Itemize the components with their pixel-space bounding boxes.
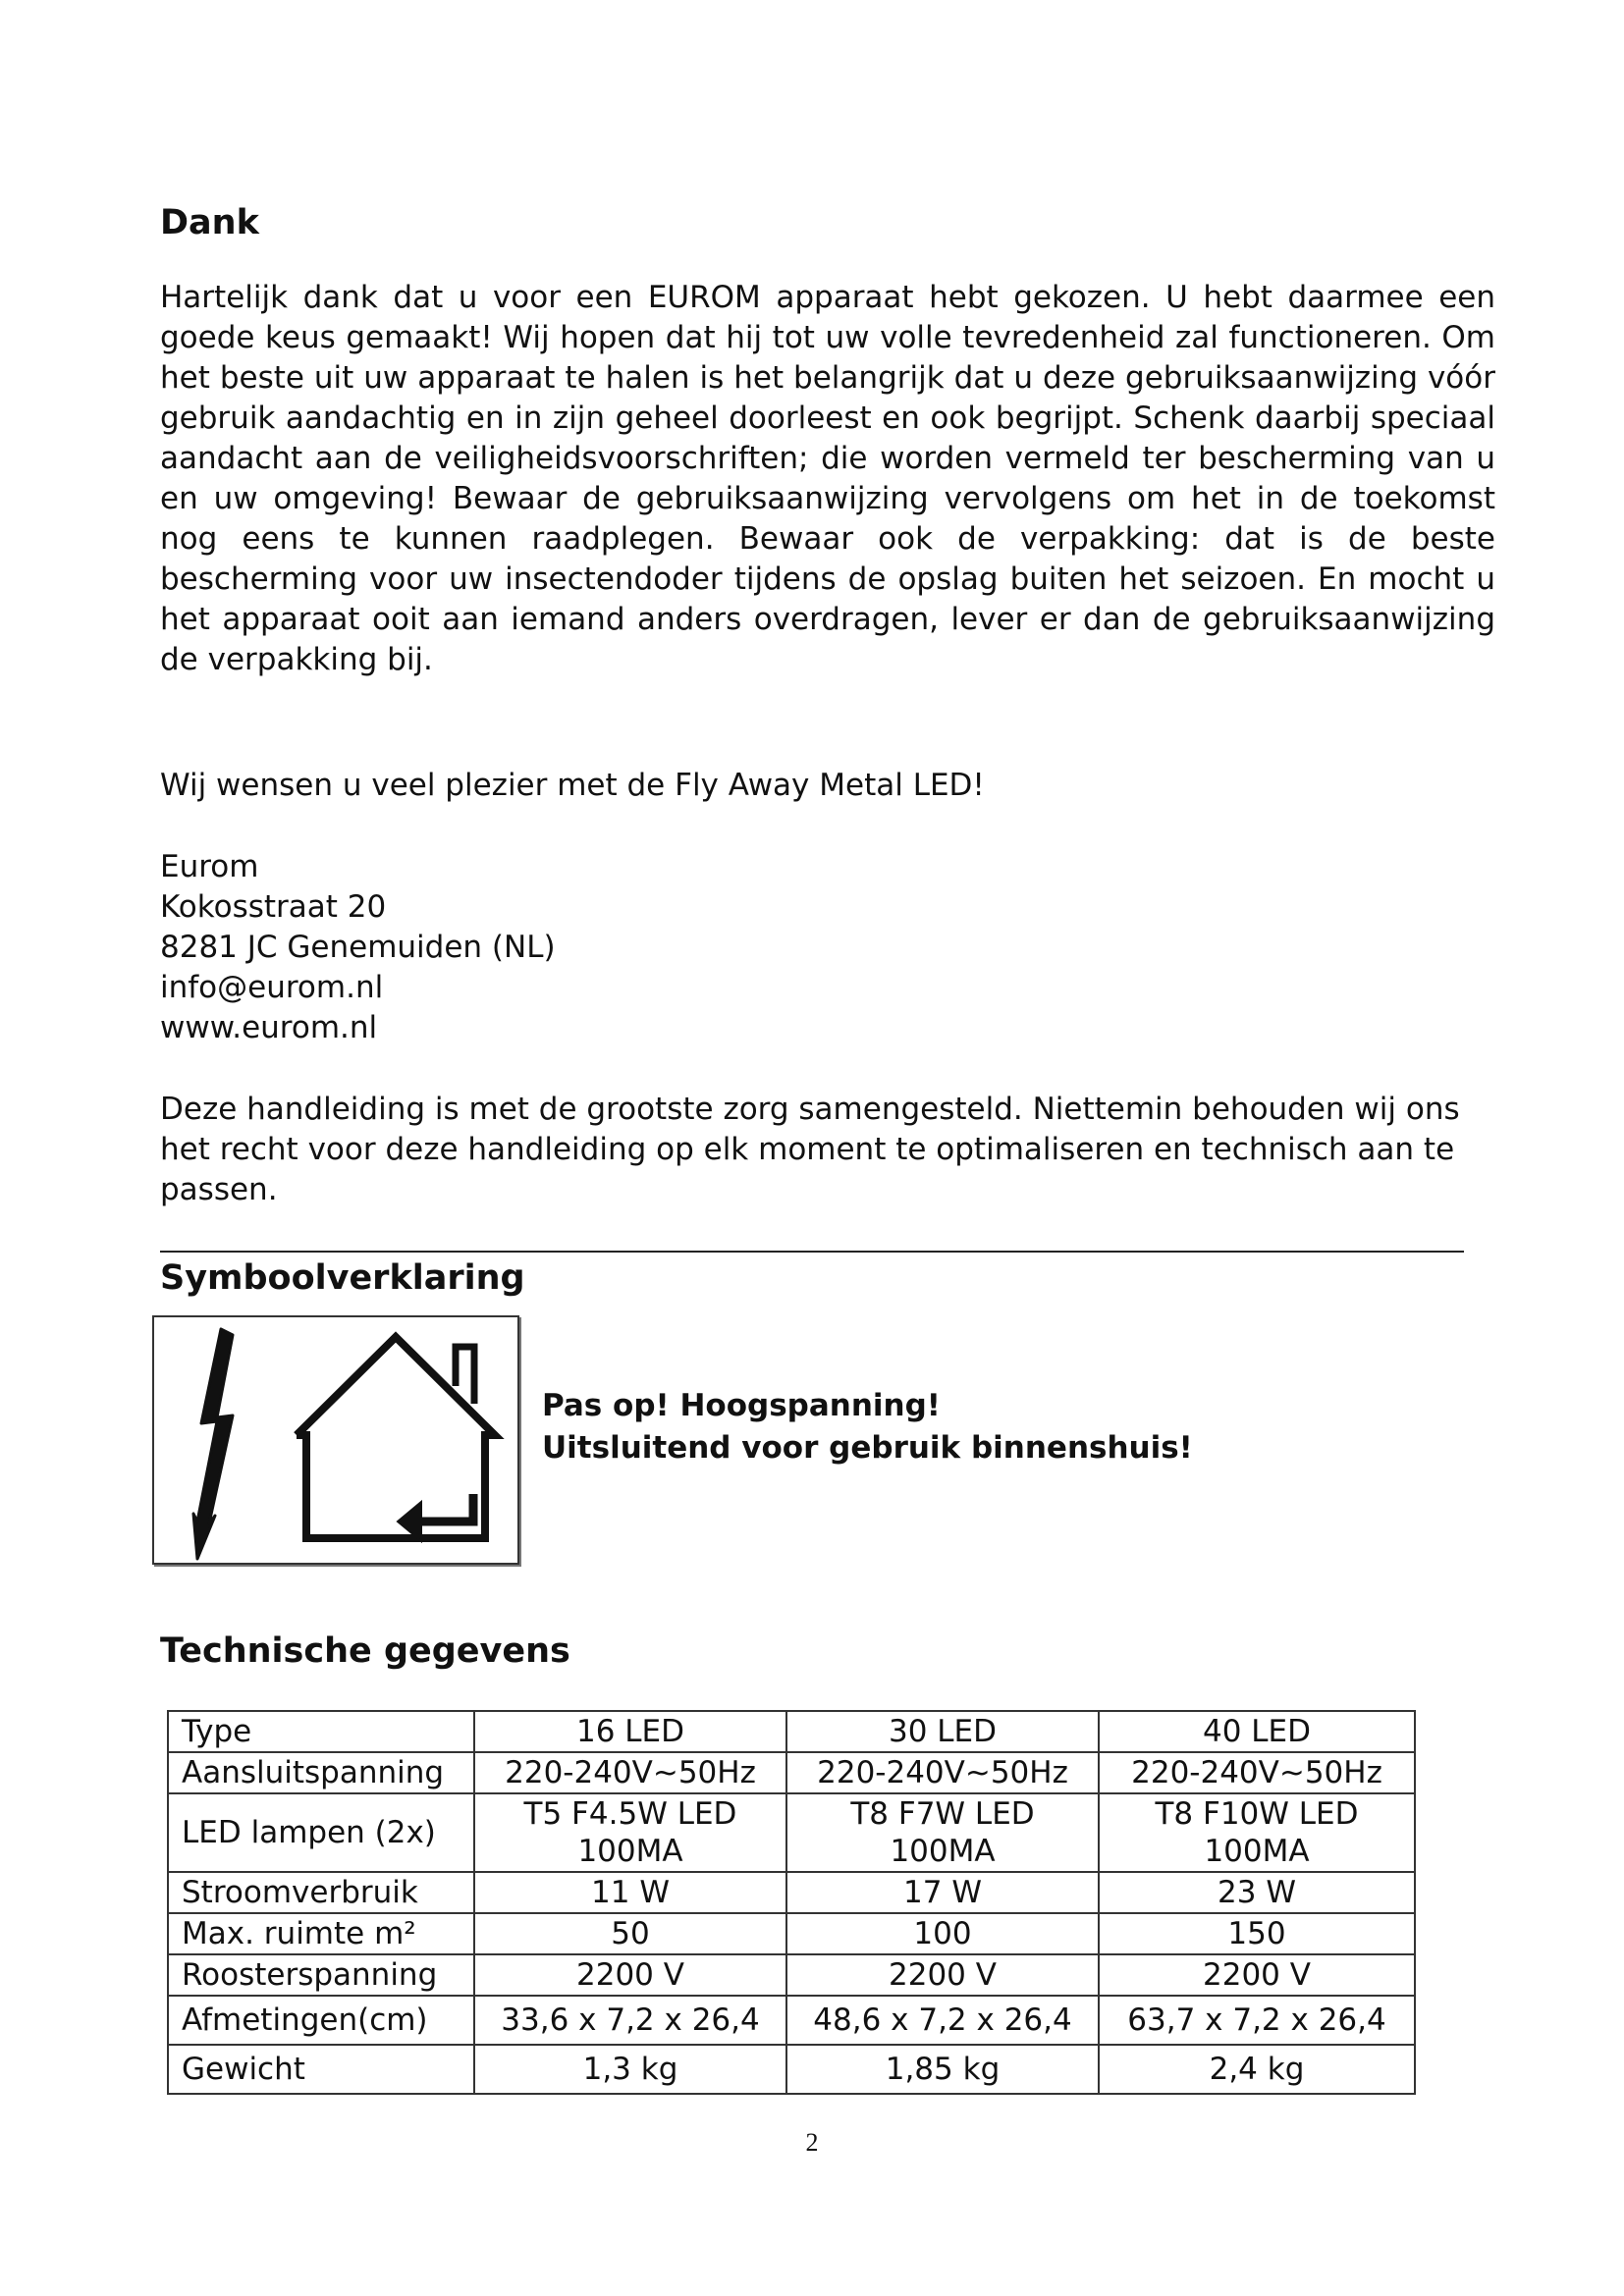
section-divider [160, 1251, 1464, 1253]
table-cell: 63,7 x 7,2 x 26,4 [1099, 1996, 1415, 2045]
cell-line: T5 F4.5W LED [523, 1796, 737, 1832]
table-row [168, 1752, 1415, 1793]
table-cell: 2,4 kg [1099, 2045, 1415, 2094]
table-cell [474, 1793, 786, 1872]
wish-paragraph: Wij wensen u veel plezier met de Fly Away Metal LED! [160, 768, 985, 803]
cell-line: 100MA [890, 1834, 996, 1869]
cell-line: 100MA [577, 1834, 683, 1869]
row-label: Stroomverbruik [168, 1872, 474, 1913]
row-label: Roosterspanning [168, 1954, 474, 1996]
table-cell: 220-240V~50Hz [1099, 1752, 1415, 1793]
address-company: Eurom [160, 849, 259, 884]
cell-line: T8 F7W LED [850, 1796, 1035, 1832]
section-title-dank: Dank [160, 203, 259, 242]
spec-table [167, 1710, 1416, 2095]
high-voltage-icon [193, 1329, 233, 1559]
table-cell [1099, 1793, 1415, 1872]
address-block [160, 847, 1495, 1048]
table-row [168, 1711, 1415, 1752]
table-row [168, 1872, 1415, 1913]
symbol-warning [542, 1385, 1193, 1469]
section-title-symbols: Symboolverklaring [160, 1258, 525, 1298]
table-cell: 23 W [1099, 1872, 1415, 1913]
address-website: www.eurom.nl [160, 1010, 378, 1045]
cell-line: 100MA [1204, 1834, 1310, 1869]
row-label: Gewicht [168, 2045, 474, 2094]
table-row [168, 1996, 1415, 2045]
table-cell: 33,6 x 7,2 x 26,4 [474, 1996, 786, 2045]
warning-indoor-only: Uitsluitend voor gebruik binnenshuis! [542, 1430, 1193, 1466]
warning-high-voltage: Pas op! Hoogspanning! [542, 1388, 941, 1423]
address-city: 8281 JC Genemuiden (NL) [160, 930, 556, 965]
table-cell: 220-240V~50Hz [474, 1752, 786, 1793]
section-title-technical: Technische gegevens [160, 1631, 570, 1671]
table-cell: 11 W [474, 1872, 786, 1913]
table-cell: 2200 V [1099, 1954, 1415, 1996]
table-cell: 1,3 kg [474, 2045, 786, 2094]
table-cell: 2200 V [474, 1954, 786, 1996]
table-cell: 50 [474, 1913, 786, 1954]
table-cell [786, 1793, 1099, 1872]
table-cell: 17 W [786, 1872, 1099, 1913]
table-row [168, 1954, 1415, 1996]
row-label: Type [168, 1711, 474, 1752]
table-cell: 40 LED [1099, 1711, 1415, 1752]
table-cell: 220-240V~50Hz [786, 1752, 1099, 1793]
page-number: 2 [805, 2128, 819, 2157]
table-cell: 48,6 x 7,2 x 26,4 [786, 1996, 1099, 2045]
address-street: Kokosstraat 20 [160, 889, 387, 925]
table-cell: 100 [786, 1913, 1099, 1954]
row-label: Max. ruimte m² [168, 1913, 474, 1954]
row-label: Aansluitspanning [168, 1752, 474, 1793]
table-cell: 30 LED [786, 1711, 1099, 1752]
table-row [168, 1913, 1415, 1954]
row-label: LED lampen (2x) [168, 1793, 474, 1872]
indoor-use-house-icon [297, 1337, 495, 1541]
address-email: info@eurom.nl [160, 970, 384, 1005]
symbol-box [152, 1315, 519, 1565]
table-cell: 1,85 kg [786, 2045, 1099, 2094]
table-cell: 2200 V [786, 1954, 1099, 1996]
intro-paragraph: Hartelijk dank dat u voor een EUROM apparaat hebt gekozen. U hebt daarmee een goede keus gemaakt! Wij hopen dat hij tot uw volle tevredenheid zal functioneren. Om het beste uit uw apparaat te halen is het belangrijk dat u deze gebruiksaanwijzing vóór gebruik aandachtig en in zijn geheel doorleest en ook begrijpt. Schenk daarbij speciaal aandacht aan de veiligheidsvoorschriften; die worden vermeld ter bescherming van u en uw omgeving! Bewaar de gebruiksaanwijzing vervolgens om het in de toekomst nog eens te kunnen raadplegen. Bewaar ook de verpakking: dat is de beste bescherming voor uw insectendoder tijdens de opslag buiten het seizoen. En mocht u het apparaat ooit aan iemand anders overdragen, lever er dan de gebruiksaanwijzing de verpakking bij. [160, 280, 1495, 677]
table-cell: 150 [1099, 1913, 1415, 1954]
table-row [168, 2045, 1415, 2094]
table-cell: 16 LED [474, 1711, 786, 1752]
disclaimer-paragraph: Deze handleiding is met de grootste zorg samengesteld. Niettemin behouden wij ons het recht voor deze handleiding op elk moment te optimaliseren en technisch aan te passen. [160, 1092, 1460, 1207]
row-label: Afmetingen(cm) [168, 1996, 474, 2045]
cell-line: T8 F10W LED [1155, 1796, 1359, 1832]
table-row [168, 1793, 1415, 1872]
